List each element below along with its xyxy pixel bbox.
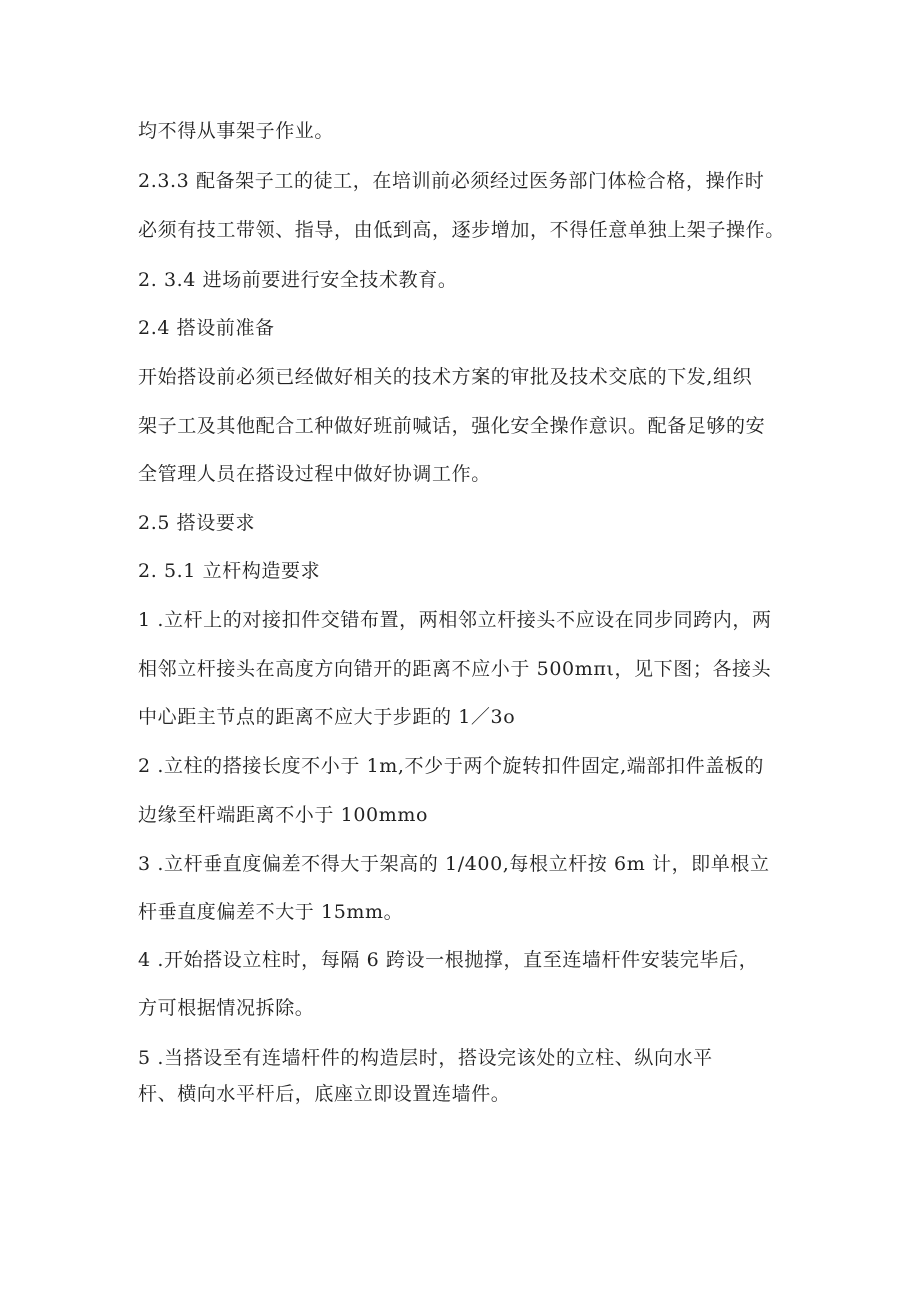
list-item-1: 1 .立杆上的对接扣件交错布置，两相邻立杆接头不应设在同步同跨内，两	[138, 609, 772, 631]
list-item-5: 5 .当搭设至有连墙杆件的构造层时，搭设完该处的立柱、纵向水平	[138, 1047, 713, 1069]
text-line: 开始搭设前必须已经做好相关的技术方案的审批及技术交底的下发,组织	[138, 366, 753, 388]
heading-2-5-1: 2. 5.1 立杆构造要求	[138, 560, 321, 582]
text-line: 必须有技工带领、指导，由低到高，逐步增加，不得任意单独上架子操作。	[138, 219, 785, 241]
section-2-3-3: 2.3.3 配备架子工的徒工，在培训前必须经过医务部门体检合格，操作时	[138, 170, 765, 192]
text-line: 中心距主节点的距离不应大于步距的 1／3o	[138, 706, 516, 728]
text-line: 杆、横向水平杆后，底座立即设置连墙件。	[138, 1083, 511, 1105]
text-line: 相邻立杆接头在高度方向错开的距离不应小于 500mπι，见下图；各接头	[138, 658, 772, 680]
list-item-4: 4 .开始搭设立柱时，每隔 6 跨设一根抛撑，直至连墙杆件安装完毕后，	[138, 949, 759, 971]
text-line: 架子工及其他配合工种做好班前喊话，强化安全操作意识。配备足够的安	[138, 415, 766, 437]
heading-2-5: 2.5 搭设要求	[138, 512, 256, 534]
text-line: 均不得从事架子作业。	[138, 120, 335, 142]
list-item-3: 3 .立杆垂直度偏差不得大于架高的 1/400,每根立杆按 6m 计，即单根立	[138, 853, 770, 875]
heading-2-4: 2.4 搭设前准备	[138, 317, 275, 339]
text-line: 方可根据情况拆除。	[138, 997, 315, 1019]
text-line: 边缘至杆端距离不小于 100mmo	[138, 804, 428, 826]
text-line: 全管理人员在搭设过程中做好协调工作。	[138, 463, 491, 485]
list-item-2: 2 .立柱的搭接长度不小于 1m,不少于两个旋转扣件固定,端部扣件盖板的	[138, 755, 764, 777]
text-line: 杆垂直度偏差不大于 15mm。	[138, 901, 404, 923]
section-2-3-4: 2. 3.4 进场前要进行安全技术教育。	[138, 269, 458, 291]
